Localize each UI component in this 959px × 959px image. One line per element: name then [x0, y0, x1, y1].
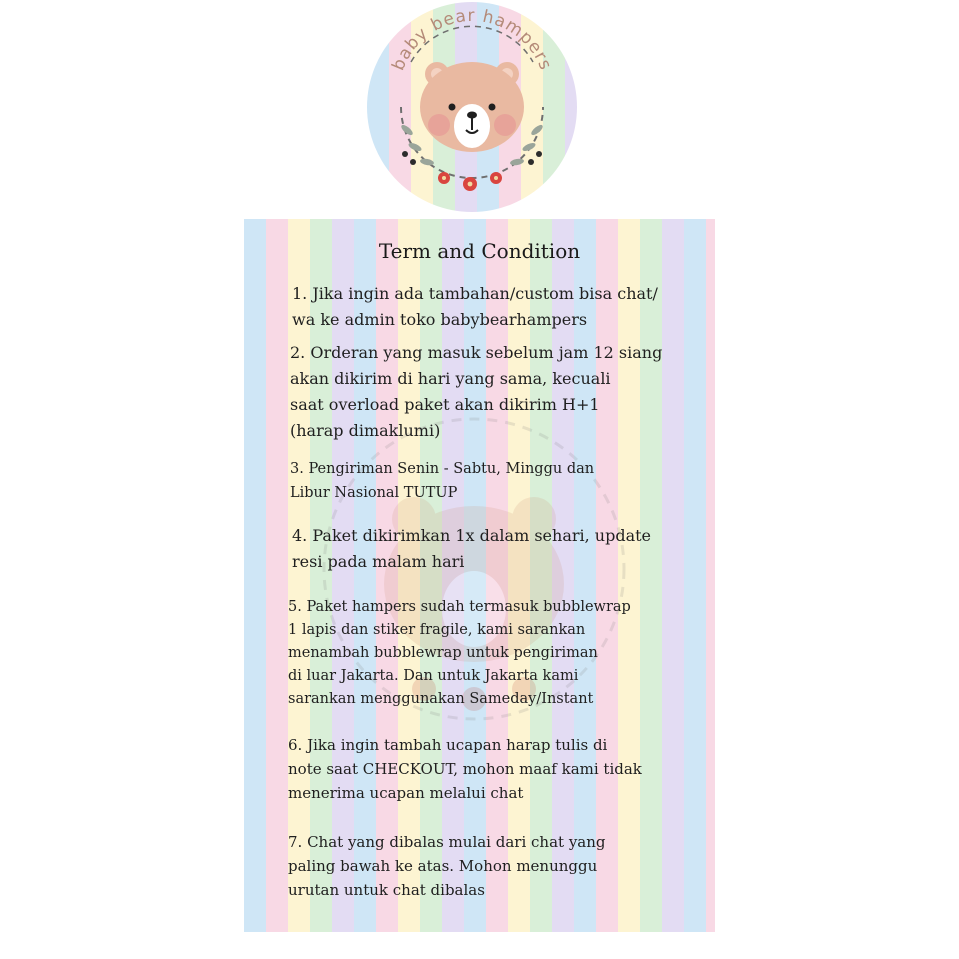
- page-title: Term and Condition: [378, 239, 581, 263]
- term-item-5: 5. Paket hampers sudah termasuk bubblewrap 1 lapis dan stiker fragile, kami sarankan menambah bubblewrap untuk pengiriman di luar Jakarta. Dan untuk Jakarta kami sarankan menggunakan Sameday/Instant: [288, 599, 631, 707]
- term-item-6: 6. Jika ingin tambah ucapan harap tulis di note saat CHECKOUT, mohon maaf kami tidak menerima ucapan melalui chat: [288, 736, 642, 802]
- term-item-2: 2. Orderan yang masuk sebelum jam 12 siang akan dikirim di hari yang sama, kecuali saat overload paket akan dikirim H+1 (harap dimaklumi): [290, 343, 663, 440]
- bear-logo-icon: [367, 2, 577, 212]
- terms-card: [244, 219, 715, 932]
- term-item-1: 1. Jika ingin ada tambahan/custom bisa chat/ wa ke admin toko babybearhampers: [292, 284, 658, 329]
- term-item-4: 4. Paket dikirimkan 1x dalam sehari, update resi pada malam hari: [292, 526, 652, 571]
- logo-brand-text: baby bear hampers: [388, 5, 556, 74]
- term-item-3: 3. Pengiriman Senin - Sabtu, Minggu dan Libur Nasional TUTUP: [290, 461, 595, 501]
- term-item-7: 7. Chat yang dibalas mulai dari chat yang paling bawah ke atas. Mohon menunggu urutan untuk chat dibalas: [288, 833, 606, 899]
- brand-logo: [367, 2, 577, 212]
